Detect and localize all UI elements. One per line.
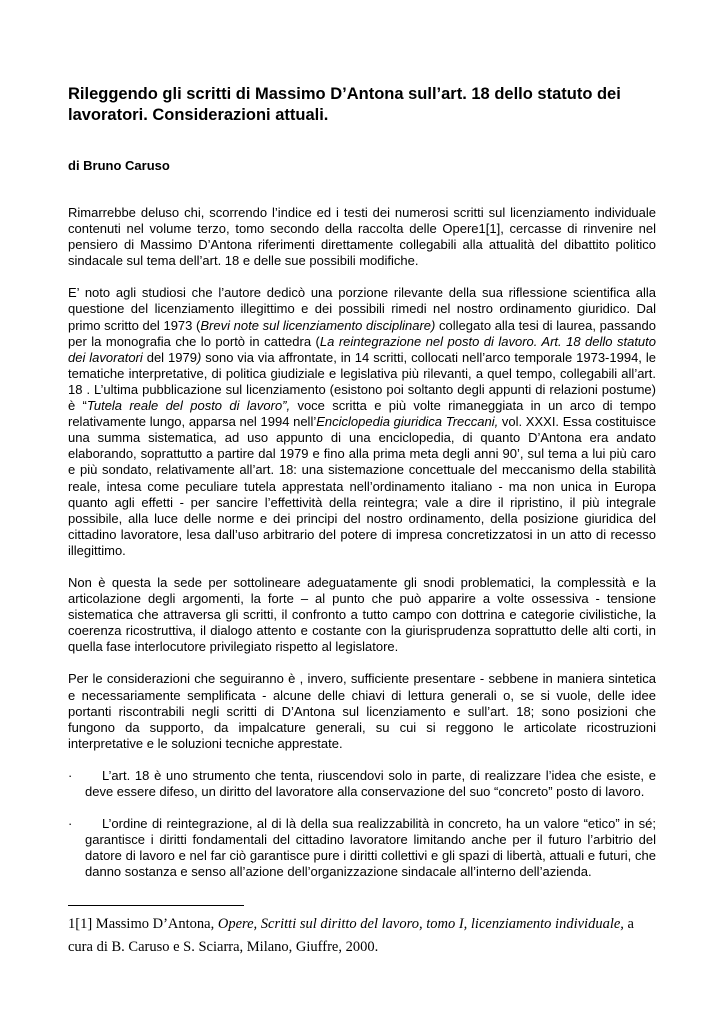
paragraph-4: Per le considerazioni che seguiranno è , invero, sufficiente presentare - sebbene in maniera sintetica e necessariamente semplificata - alcune delle chiavi di lettura generali o, se si vuole, delle idee portanti riscontrabili negli scritti di D’Antona sul licenziamento e sull’art. 18; sono posizioni che fungono da supporto, da impalcature generali, su cui si reggono le articolate ricostruzioni interpretative e le soluzioni tecniche apprestate. [68, 671, 656, 751]
paragraph-2-text: E’ noto agli studiosi che l’autore dedicò una porzione rilevante della sua riflessione scientifica alla questione del licenziamento illegittimo e dei possibili rimedi nel nostro ordinamento giuridico. Dal primo scritto del 1973 ( [68, 285, 656, 333]
footnote-text: a cura di B. Caruso e S. Sciarra, Milano, Giuffre, 2000. [68, 916, 634, 955]
paragraph-3: Non è questa la sede per sottolineare adeguatamente gli snodi problematici, la complessità e la articolazione degli argomenti, la forte – al punto che può apparire a volte ossessiva - tensione sistematica che attraversa gli scritti, il confronto a tutto campo con dottrina e categorie civilistiche, la coerenza ricostruttiva, il dialogo attento e costante con la giurisprudenza soprattutto delle alti corti, in quella fase interlocutore privilegiato rispetto al legislatore. [68, 574, 656, 655]
bullet-item-1 [68, 768, 656, 800]
paragraph-2-text: collegato alla tesi di laurea, passando per la monografia che lo portò in cattedra ( [68, 317, 656, 349]
work-title-brevi-note: Brevi note sul licenziamento disciplinare) [200, 317, 436, 333]
work-title-enciclopedia: Enciclopedia giuridica Treccani, [316, 414, 499, 430]
footnote [68, 913, 656, 959]
document-title: Rileggendo gli scritti di Massimo D’Antona sull’art. 18 dello statuto dei lavoratori. Considerazioni attuali. [68, 85, 621, 124]
work-title-tutela-reale: Tutela reale del posto di lavoro”, [86, 398, 291, 414]
paragraph-2-italic-paren: ) [196, 349, 202, 365]
paragraph-2-text: del 1979 [142, 349, 197, 365]
footnote-separator [68, 905, 244, 906]
work-title-reintegrazione: La reintegrazione nel posto di lavoro. Art. 18 dello statuto dei lavoratori [68, 333, 656, 365]
bullet-text: L’ordine di reintegrazione, al di là della sua realizzabilità in concreto, ha un valore “etico” in sé; garantisce i diritti fondamentali del cittadino lavoratore limitando anche per il futuro l’arbitrio del datore di lavoro e nel far ciò garantisce pure i diritti collettivi e gli spazi di libertà, attuali e futuri, che danno sostanza e senso all’azione dell’organizzazione sindacale all’interno dell’azienda. [85, 816, 656, 880]
footnote-work-title: Opere, Scritti sul diritto del lavoro, tomo I, licenziamento individuale, [217, 916, 624, 932]
footnote-marker: 1[1] [68, 916, 93, 932]
document-body [68, 205, 656, 896]
bullet-marker: · [68, 767, 73, 783]
footnote-text: Massimo D’Antona, [92, 916, 218, 932]
bullet-item-2 [68, 816, 656, 880]
paragraph-2-text: sono via via affrontate, in 14 scritti, collocati nell’arco temporale 1973-1994, le tematiche interpretative, di politica giudiziale e legislativa più rilevanti, a quel tempo, collegabili all’art. 18 . L’ultima pubblicazione sul licenziamento (esistono poi soltanto degli appunti di relazioni postume) è “ [68, 349, 656, 414]
paragraph-2 [68, 285, 656, 559]
bullet-text: L’art. 18 è uno strumento che tenta, riuscendovi solo in parte, di realizzare l’idea che esiste, e deve essere difeso, un diritto del lavoratore alla conservazione del suo “concreto” posto di lavoro. [85, 767, 656, 799]
paragraph-2-text: voce scritta e più volte rimaneggiata in un arco di tempo relativamente lungo, apparsa nel 1994 nell’ [68, 398, 657, 430]
bullet-marker: · [68, 816, 73, 832]
paragraph-2-text: vol. XXXI. Essa costituisce una summa sistematica, ad uso appunto di una enciclopedia, di quanto D’Antona era andato elaborando, soprattutto a partire dal 1979 e fino alla prima meta degli anni 90’, sul tema a lui più caro e più sondato, relativamente all’art. 18: una sistemazione concettuale del meccanismo della stabilità reale, intesa come peculiare tutela apprestata nell’ordinamento italiano - ma non unica in Europa quanto agli effetti - per sancire l’effettività della reintegra; vale a dire il ripristino, il più integrale possibile, alla luce delle norme e dei principi del nostro ordinamento, della posizione giuridica del cittadino lavoratore, lesa dall’uso arbitrario del potere di impresa concretizzatosi in un atto di recesso illegittimo. [68, 414, 656, 558]
author-line: di Bruno Caruso [68, 158, 170, 173]
paragraph-1: Rimarrebbe deluso chi, scorrendo l’indice ed i testi dei numerosi scritti sul licenziamento individuale contenuti nel volume terzo, tomo secondo della raccolta delle Opere1[1], cercasse di rinvenire nel pensiero di Massimo D’Antona riferimenti direttamente collegabili alla attualità del dibattito politico sindacale sul tema dell’art. 18 e delle sue possibili modifiche. [68, 205, 656, 269]
